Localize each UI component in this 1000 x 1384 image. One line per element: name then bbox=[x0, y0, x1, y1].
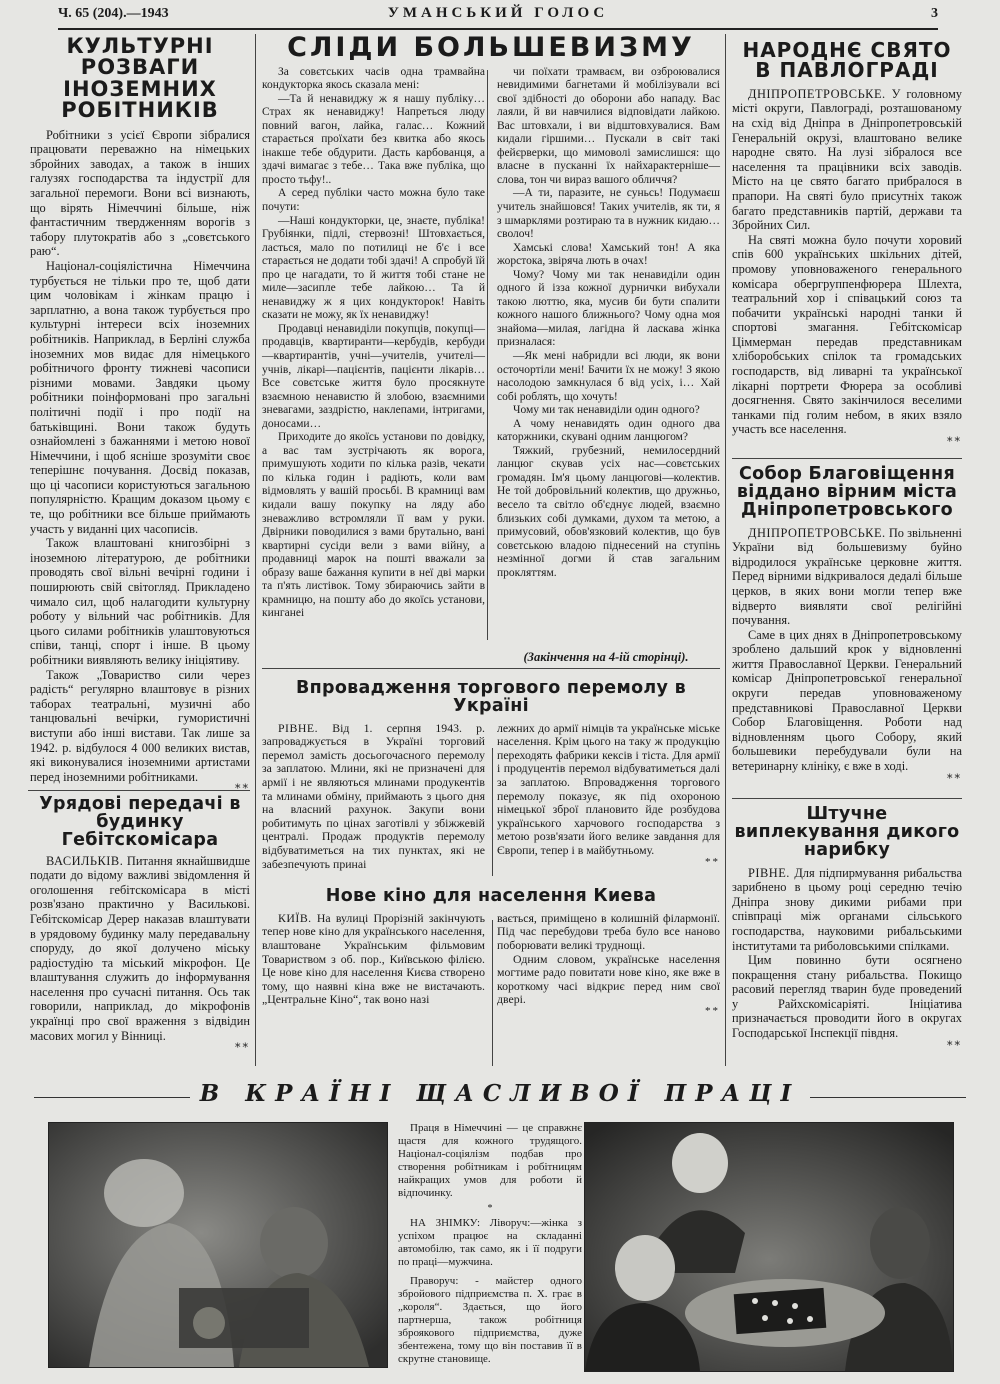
paragraph: Хамські слова! Хамський тон! А яка жорстока, звіряча лють в очах! bbox=[497, 241, 720, 268]
article-radio bbox=[30, 796, 250, 1070]
end-mark: ** bbox=[947, 1038, 962, 1052]
paragraph: Продавці ненавиділи покупців, покупці—продавців, квартиранти—кербудів, кербуди—квартирантів, учні—учителів, учителі—учнів, лікарі—пацієнтів, пацієнти лікарів… Все совєтське життя було просякнуте взаємною ненавистю й злобою, взаємними зневагами, заздрістю, наклепами, інтригами, доносами… bbox=[262, 322, 485, 430]
paragraph: По звільненні України від большевизму буйно відродилося українське церковне життя. Перед вірними відкривалося дедалі більше церков, в яких вони могли тепер вже відверто виявляти свої релігійні почування. bbox=[732, 525, 962, 628]
section-rule bbox=[262, 668, 720, 669]
dateline: РІВНЕ. bbox=[278, 720, 319, 735]
paragraph: чи поїхати трамваєм, ви озброювалися невидимими багнетами й мобілізували всі свої здібності до оборони або нападу. Вас лаяли, й ви навчилися відповідати лайкою. Вас штовхали, і ви відштовхувалися. Вам кидали гіршими… Пускали в світ такі фейєрверки, що мимоволі замислишся: що власне в пусканні їх найхарактерніше—слова, тон чи вираз вашого обличчя? bbox=[497, 65, 720, 186]
issue-number: Ч. 65 (204).—1943 bbox=[58, 6, 169, 21]
article-text: лежних до армії німців та українське міське населення. Крім цього на таку ж продукцію переходять фабрики кексів і тіста. Для армії і продуцентів перемол відбуватиметься далі за заплатою. Впровадження торгового перемолу показує, як під охороною німецької зброї плановито йде розбудова українського харчового господарства з метою розв'язати його велике завдання для Європи, тепер і в майбутньому. bbox=[497, 720, 720, 858]
article-text: Одним словом, українське населення могтиме радо повитати нове кіно, яке вже в короткому часі відкриє перед ним свої двері. bbox=[497, 951, 720, 1007]
paragraph: У головному місті округи, Павлограді, розташованому на схід від Дніпра в Дніпропетровській Генеральній окрузі, влаштовано велике народне свято. На лузі зібралося все населення та працівники всіх заводів. Місто на це свято багато прибралося в прапори. На святі було присутніх також багато представників партій, держави та Збройних Сил. bbox=[732, 86, 962, 233]
article-sobor bbox=[732, 466, 962, 798]
column-rule bbox=[725, 34, 726, 1066]
paragraph: На святі можна було почути хоровий спів 600 українських шкільних дітей, промову уповноваженого генерального комісара обергруппенфюрера Шлехта, театральний хор і співацький союз та побачити українські народні танки й спортові змагання. Гебітскомісар Ціммерман передав представникам хліборобських спілок та громадських господарств, від ливарні та української лікарні портрети Фюрера за особливі досягнення. Свято закінчилося веселими танками під голим небом, в яких взяло участь все населення. bbox=[732, 232, 962, 437]
end-mark: ** bbox=[235, 1041, 250, 1055]
article-naryba bbox=[732, 806, 962, 1070]
caption-intro: Праця в Німеччині — це справжнє щастя для кожного трудящого. Націонал-соціялізм подбав про створення робітникам і робітницям найкращих умов для роботи й відпочинку. bbox=[398, 1122, 582, 1199]
end-mark: ** bbox=[705, 1005, 720, 1017]
newspaper-title: УМАНСЬКИЙ ГОЛОС bbox=[387, 5, 609, 21]
paragraph: А чому ненавидять один одного два каторжники, скувані одним ланцюгом? bbox=[497, 417, 720, 444]
paragraph: Приходите до якоїсь установи по довідку, а вас там зустрічають як ворога, примушують ходити по кілька разів, чекати по кілька годин і радіють, коли вам відмовлять у вашій просьбі. В крамниці вам кидали вашу покупку на ляду або зневажливо встромляли її вам у руки. Двірники поводилися з вами брутально, вані квартирні сусіди вели з вами війну, а продавниці марок на пошті вважали за образу ваше бажання купити в неї дві марки та п'ять листівок. Тому збираючись зайти в крамницю, на пошту або до якоїсь установи, кинганеі bbox=[262, 431, 485, 620]
article-slidy bbox=[262, 34, 720, 668]
paragraph: —А ти, паразите, не суньсь! Подумаєш учитель знайшовся! Таких учителів, як ти, я з шмарклями розтираю та в нужник кидаю… сволоч! bbox=[497, 187, 720, 241]
paragraph: Також „Товариство сили через радість“ регулярно влаштовує в різних таборах театральні, музичні або танцювальні вечірки, гумористичні виступи або інші вистави. Так лише за 1942. р. відбулося 4 000 великих вистав, які виконувалися іноземними артистами перед іноземними робітниками. bbox=[30, 667, 250, 784]
paragraph: —Як мені набридли всі люди, як вони осточортіли мені! Бачити їх не можу! З якою насолодою замкнулася б від усіх, і… Хай собі роблять, що хочуть! bbox=[497, 350, 720, 403]
article-text: Питання якнайшвидше подати до відому важливі звідомлення й оголошення гебітскомісара в місті розв'язано практично у Василькові. Гебітскомісар Дерер наказав влаштувати в урядовому будинку малу передавальну споруду, до якої долучено міську радіостудію та міський мікрофон. Це влаштування служить до інформування населення про сучасні питання. Ось так говорили, наприклад, до мікрофонів українці про свої враження з відвідин масових могил у Вінниці. bbox=[30, 853, 250, 1043]
continuation-note: (Закінчення на 4-ій сторінці). bbox=[523, 650, 689, 664]
paragraph: Чому ми так ненавиділи один одного? bbox=[513, 404, 700, 417]
end-mark: ** bbox=[947, 435, 962, 449]
article-torg bbox=[262, 680, 720, 880]
paragraph: Робітники з усієї Європи зібралися працювати переважно на німецьких збройних заводах, а також в інших галузях господарства та індустрії для загальної перемоги. Вони всі визнають, що вірять Німеччині більше, ніж фантастичним твердженням ворогів з табору плутократів або з „совєтського раю“. bbox=[30, 127, 250, 259]
paragraph: —Та й ненавиджу ж я нашу публіку… Страх як ненавиджу! Напреться люду повний вагон, лайка, галас… Кожний старається проїхати без квитка або якось інакше тебе обдурити. Дасть карбованця, а здачі вимагає з тебе… Така вже публіка, що просто тьфу!.. bbox=[262, 92, 485, 186]
paragraph: Для підпирмування рибальства зарибнено в цьому році середню течію Дніпра знову дикими рибами при співпраці між органами сільського господарства, науковими рибальськими інститутами та риболовськими спілками. bbox=[732, 865, 962, 953]
article-kultura bbox=[30, 34, 250, 796]
headline: НАРОДНЄ СВЯТО В ПАВЛОГРАДІ bbox=[742, 38, 952, 83]
headline: СЛІДИ БОЛЬШЕВИЗМУ bbox=[287, 32, 695, 63]
article-text: Від 1. серпня 1943. р. запроваджується в Україні торговий перемол замість досьогочасного перемолу за заплатою. Млини, які не призначені для армії і не являються млинами продукентів та млинами обміну, приймають з цього дня на власний рахунок. Закупи вони робитимуть по цінах заготівлі у збіжжевій централі. Продаж продуктів перемолу відбуватиметься на тих пунктах, які не забезпечують принаі bbox=[262, 720, 485, 871]
headline: Штучне виплекування дикого нарибку bbox=[734, 804, 960, 860]
dateline: ДНІПРОПЕТРОВСЬКЕ. bbox=[748, 525, 886, 540]
paragraph: Націонал-соціялістична Німеччина турбується не тільки про те, щоб дати цим чоловікам і жінкам працю і зарплатню, а вона також турбується про культурні інтереси всіх іноземних робітників. Наприклад, в Берліні служба іноземних мов видає для німецького робітничого фронту тижневі часописи різними мовами. Завдяки цьому робітники поінформовані про загальні політичні події і про події на батьківщині. Вони також будуть ознайомлені з бажаннями і метою нової Німеччини, і щоб ясніше зрозуміти своє теперішнє почування. Досвід показав, що ці часописи користуються загальною популярністю. Кращим доказом цьому є те, що робітники все більше приймають участь у виданні цих часописів. bbox=[30, 258, 250, 536]
section-rule bbox=[732, 798, 962, 799]
caption-left: НА ЗНІМКУ: Ліворуч:—жінка з успіхом працює на складанні автомобілю, так само, як і її подруги по праці—мужчина. bbox=[398, 1217, 582, 1268]
caption-mark: * bbox=[487, 1203, 493, 1214]
end-mark: ** bbox=[235, 782, 250, 796]
paragraph: Також влаштовані книгозбірні з іноземною літературою, де робітники проводять свої вільні вечірні години і поширюють свій світогляд. Прикладено чимало сил, щоб налагодити культурну роботу у вільний час робітників. Для цього силами робітників улаштовуються співи, танці, спорт і інше. В цьому робітники виявляють велику ініціятиву. bbox=[30, 536, 250, 667]
paragraph: Цим повинно бути осягнено покращення стану рибальства. Покищо расовий перегляд тварин буде проведений у Райхскомісаріяті. Ініціатива призначається проводити його в округах Господарської Інспекції півдня. bbox=[732, 953, 962, 1041]
photo-caption bbox=[398, 1122, 582, 1366]
dateline: КИЇВ. bbox=[278, 910, 312, 925]
headline: Собор Благовіщення віддано вірним міста Дніпропетровського bbox=[736, 464, 958, 520]
headline: Впровадження торгового перемолу в Україні bbox=[296, 678, 686, 716]
paragraph: А серед публіки часто можна було таке почути: bbox=[262, 187, 485, 213]
article-text: вається, приміщено в колишній філармонії. Під час перебудови треба було все наново поборювати великі труднощі. bbox=[497, 910, 720, 953]
banner-title: В КРАЇНІ ЩАСЛИВОЇ ПРАЦІ bbox=[190, 1080, 810, 1107]
photo-section-banner bbox=[34, 1080, 966, 1114]
article-text: На вулиці Прорізній закінчують тепер нове кіно для українського населення, влаштоване Українським фільмовим Товариством з об. пор., Київською філією. Це нове кіно для населення Києва створено тому, що наявні кіна вже не вистачають. „Центральне Кіно“, так воно назі bbox=[262, 910, 485, 1007]
article-kino bbox=[262, 888, 720, 1070]
paragraph: Чому? Чому ми так ненавиділи один одного й ізза кожної дурнички вибухали такою люттю, яка, мусив би бути спалити кожного нашого ближнього? Чому одна моя знайома—милая, лагідна й ласкава жінка призналася: bbox=[497, 268, 720, 349]
section-rule bbox=[732, 458, 962, 459]
page-number: 3 bbox=[931, 6, 938, 21]
headline: КУЛЬТУРНІ РОЗВАГИ ІНОЗЕМНИХ РОБІТНИКІВ bbox=[61, 34, 219, 123]
dateline: ДНІПРОПЕТРОВСЬКЕ. bbox=[748, 86, 886, 101]
article-svyato bbox=[732, 40, 962, 458]
end-mark: ** bbox=[947, 771, 962, 785]
paragraph: Тяжкий, грубезний, немилосердний ланцюг скував усіх нас—совєтських громадян. Ім'я цьому ланцюгові—колектив. Не той добровільний колектив, що дружньо, весело та світло об'єднує людей, взаємно близьких собі думками, духом та метою, а примусовий, обов'язковий колектив, що був совєтською владою піднесений на ступінь незмінної догми й став загальним прокляттям. bbox=[497, 444, 720, 579]
dateline: ВАСИЛЬКІВ. bbox=[46, 853, 124, 868]
headline: Нове кіно для населення Киева bbox=[325, 886, 657, 906]
photo-right bbox=[584, 1122, 954, 1372]
masthead bbox=[58, 6, 938, 30]
end-mark: ** bbox=[705, 855, 720, 868]
paragraph: —Наші кондукторки, це, знаєте, публіка! Грубіянки, підлі, стервозні! Штовхається, ласться, мало по потилиці не б'є і все старається не додати тобі здачі! А спробуй їй про це нагадати, то й життя тобі стане не миле—засипле тебе лайкою… Та й ненавиджу ж я цих кондукторок! Навіть сказати не можу, як їх ненавиджу! bbox=[262, 214, 485, 322]
dateline: РІВНЕ. bbox=[748, 865, 790, 880]
paragraph: Саме в цих днях в Дніпропетровському зроблено дальший крок у відновленні життя Православної Церкви. Генеральний комісар Дніпропетровської генеральної округи передав уповноваженому представникові Православної Церкви Собор Благовіщення. Роботи над відновленням цього Собору, який большевики перебудували були на ветеринарну клініку, є вже в ході. bbox=[732, 627, 962, 774]
caption-right: Праворуч: - майстер одного збройового підприємства п. Х. грає в „короля“. Здається, що його партнерша, також робітниця зброякового підприємства, дуже збентежена, тому що він поставив її в скрутне становище. bbox=[398, 1275, 582, 1365]
paragraph: За совєтських часів одна трамвайна кондукторка якось сказала мені: bbox=[262, 65, 485, 92]
photo-left bbox=[48, 1122, 388, 1368]
column-rule bbox=[255, 34, 256, 1066]
headline: Урядові передачі в будинку Гебітскомісара bbox=[39, 794, 241, 850]
